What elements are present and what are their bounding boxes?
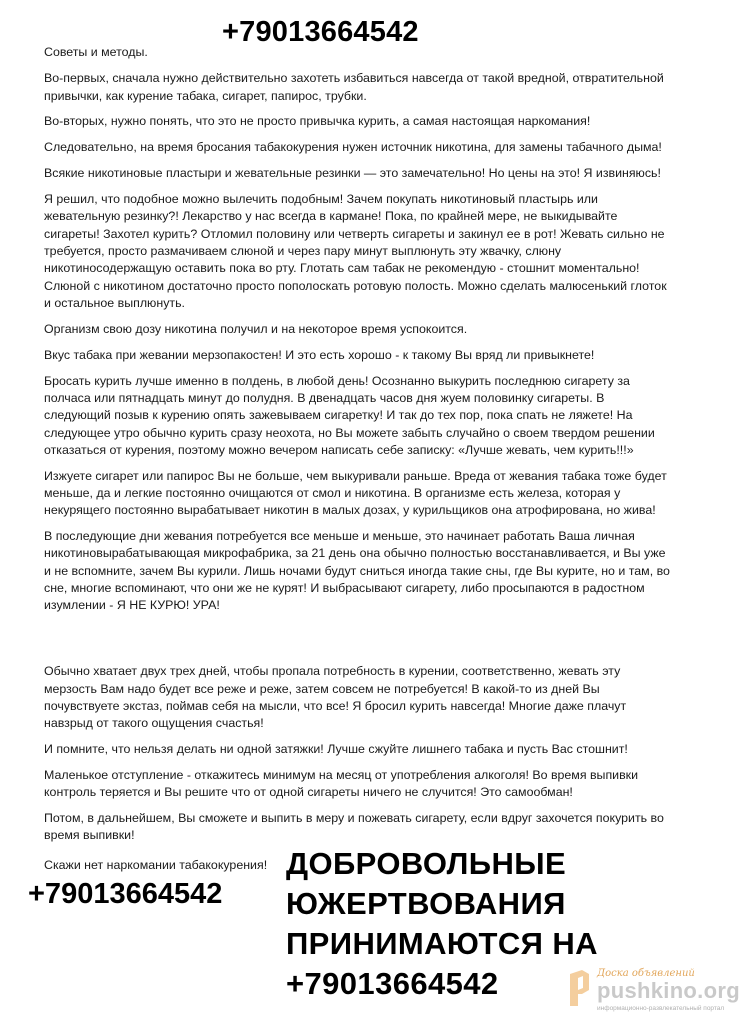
donation-notice bbox=[286, 844, 598, 1004]
donation-line-2: ЮЖЕРТВОВАНИЯ bbox=[286, 886, 566, 921]
paragraph-1: Во-первых, сначала нужно действительно захотеть избавиться навсегда от такой вредной, отвратительной привычки, как курение табака, сигарет, папирос, трубки. bbox=[44, 71, 664, 103]
closing-line: Скажи нет наркомании табакокурения! bbox=[44, 857, 268, 872]
paragraph-9: Изжуете сигарет или папирос Вы не больше, чем выкуривали раньше. Вреда от жевания табака тоже будет меньше, да и легкие постоянно очищаются от смол и никотина. В организме есть железа, которая у некурящего постоянно вырабатывает никотин в малых дозах, у курильщиков она атрофирована, но жива! bbox=[44, 468, 667, 518]
watermark-subtitle: информационно-развлекательный портал bbox=[597, 1005, 725, 1012]
phone-number-top: +79013664542 bbox=[222, 16, 419, 48]
paragraph-8: Бросать курить лучше именно в полдень, в любой день! Осознанно выкурить последнюю сигарету за полчаса или пятнадцать минут до полудня. В двенадцать часов дня жуем половинку сигареты. В следующий позыв к курению опять зажевываем сигаретку! И так до тех пор, пока спать не ляжете! На следующее утро обычно курить сразу неохота, но Вы можете забыть случайно о своем твердом решении отказаться от курения, поэтому можно вечером написать себе записку: «Лучше жевать, чем курить!!!» bbox=[44, 373, 655, 457]
phone-number-bottom: +79013664542 bbox=[28, 878, 223, 910]
paragraph-4: Всякие никотиновые пластыри и жевательные резинки — это замечательно! Но цены на это! Я извиняюсь! bbox=[44, 166, 661, 181]
donation-line-3: ПРИНИМАЮТСЯ НА bbox=[286, 926, 598, 961]
donation-line-1: ДОБРОВОЛЬНЫЕ bbox=[286, 846, 567, 881]
paragraph-5: Я решил, что подобное можно вылечить подобным! Зачем покупать никотиновый пластырь или жевательную резинку?! Лекарство у нас всегда в кармане! Пока, по крайней мере, не выкидывайте сигареты! Захотел курить? Отломил половину или четверть сигареты и закинул ее в рот! Жевать сильно не требуется, просто размачиваем слюной и через пару минут выплюнуть эту жвачку, слюну никотиносодержащую оставить пока во рту. Глотать сам табак не рекомендую - стошнит моментально! Слюной с никотином достаточно просто пополоскать ротовую полость. Можно сделать малюсенький глоток и остальное выплюнуть. bbox=[44, 192, 667, 310]
paragraph-3: Следовательно, на время бросания табакокурения нужен источник никотина, для замены табачного дыма! bbox=[44, 140, 662, 155]
paragraph-2: Во-вторых, нужно понять, что это не просто привычка курить, а самая настоящая наркомания! bbox=[44, 114, 591, 129]
paragraph-14: Потом, в дальнейшем, Вы сможете и выпить в меру и пожевать сигарету, если вдруг захочется покурить во время выпивки! bbox=[44, 811, 664, 843]
paragraph-7: Вкус табака при жевании мерзопакостен! И это есть хорошо - к такому Вы вряд ли привыкнете! bbox=[44, 347, 595, 362]
paragraph-12: И помните, что нельзя делать ни одной затяжки! Лучше сжуйте лишнего табака и пусть Вас стошнит! bbox=[44, 742, 628, 757]
watermark-logo-icon bbox=[567, 968, 593, 1008]
site-watermark bbox=[567, 968, 740, 1018]
article-title: Советы и методы. bbox=[44, 45, 148, 59]
paragraph-10: В последующие дни жевания потребуется все меньше и меньше, это начинает работать Ваша личная никотиновырабатывающая микрофабрика, за 21 день она обычно полностью восстанавливается, и Вы уже и не вспомните, зачем Вы курили. Лишь ночами будут сниться иногда такие сны, где Вы курите, но и там, во сне, многие вспоминают, что они же не курят! И выбрасывают сигарету, либо просыпаются в радостном изумлении - Я НЕ КУРЮ! УРА! bbox=[44, 529, 670, 613]
article bbox=[44, 44, 674, 883]
watermark-tagline: Доска объявлений bbox=[597, 968, 695, 979]
paragraph-6: Организм свою дозу никотина получил и на некоторое время успокоится. bbox=[44, 321, 468, 336]
paragraph-gap bbox=[44, 623, 674, 663]
donation-line-4: +79013664542 bbox=[286, 966, 499, 1001]
paragraph-11: Обычно хватает двух трех дней, чтобы пропала потребность в курении, соответственно, жевать эту мерзость Вам надо будет все реже и реже, затем совсем не потребуется! В какой-то из дней Вы почувствуете экстаз, поймав себя на мысли, что все! Я бросил курить навсегда! Многие даже плачут навзрыд от такого ощущения счастья! bbox=[44, 664, 627, 731]
watermark-site-name: pushkino.org bbox=[597, 978, 740, 1003]
paragraph-13: Маленькое отступление - откажитесь минимум на месяц от употребления алкоголя! Во время выпивки контроль теряется и Вы решите что от одной сигареты ничего не случится! Это самообман! bbox=[44, 767, 639, 800]
